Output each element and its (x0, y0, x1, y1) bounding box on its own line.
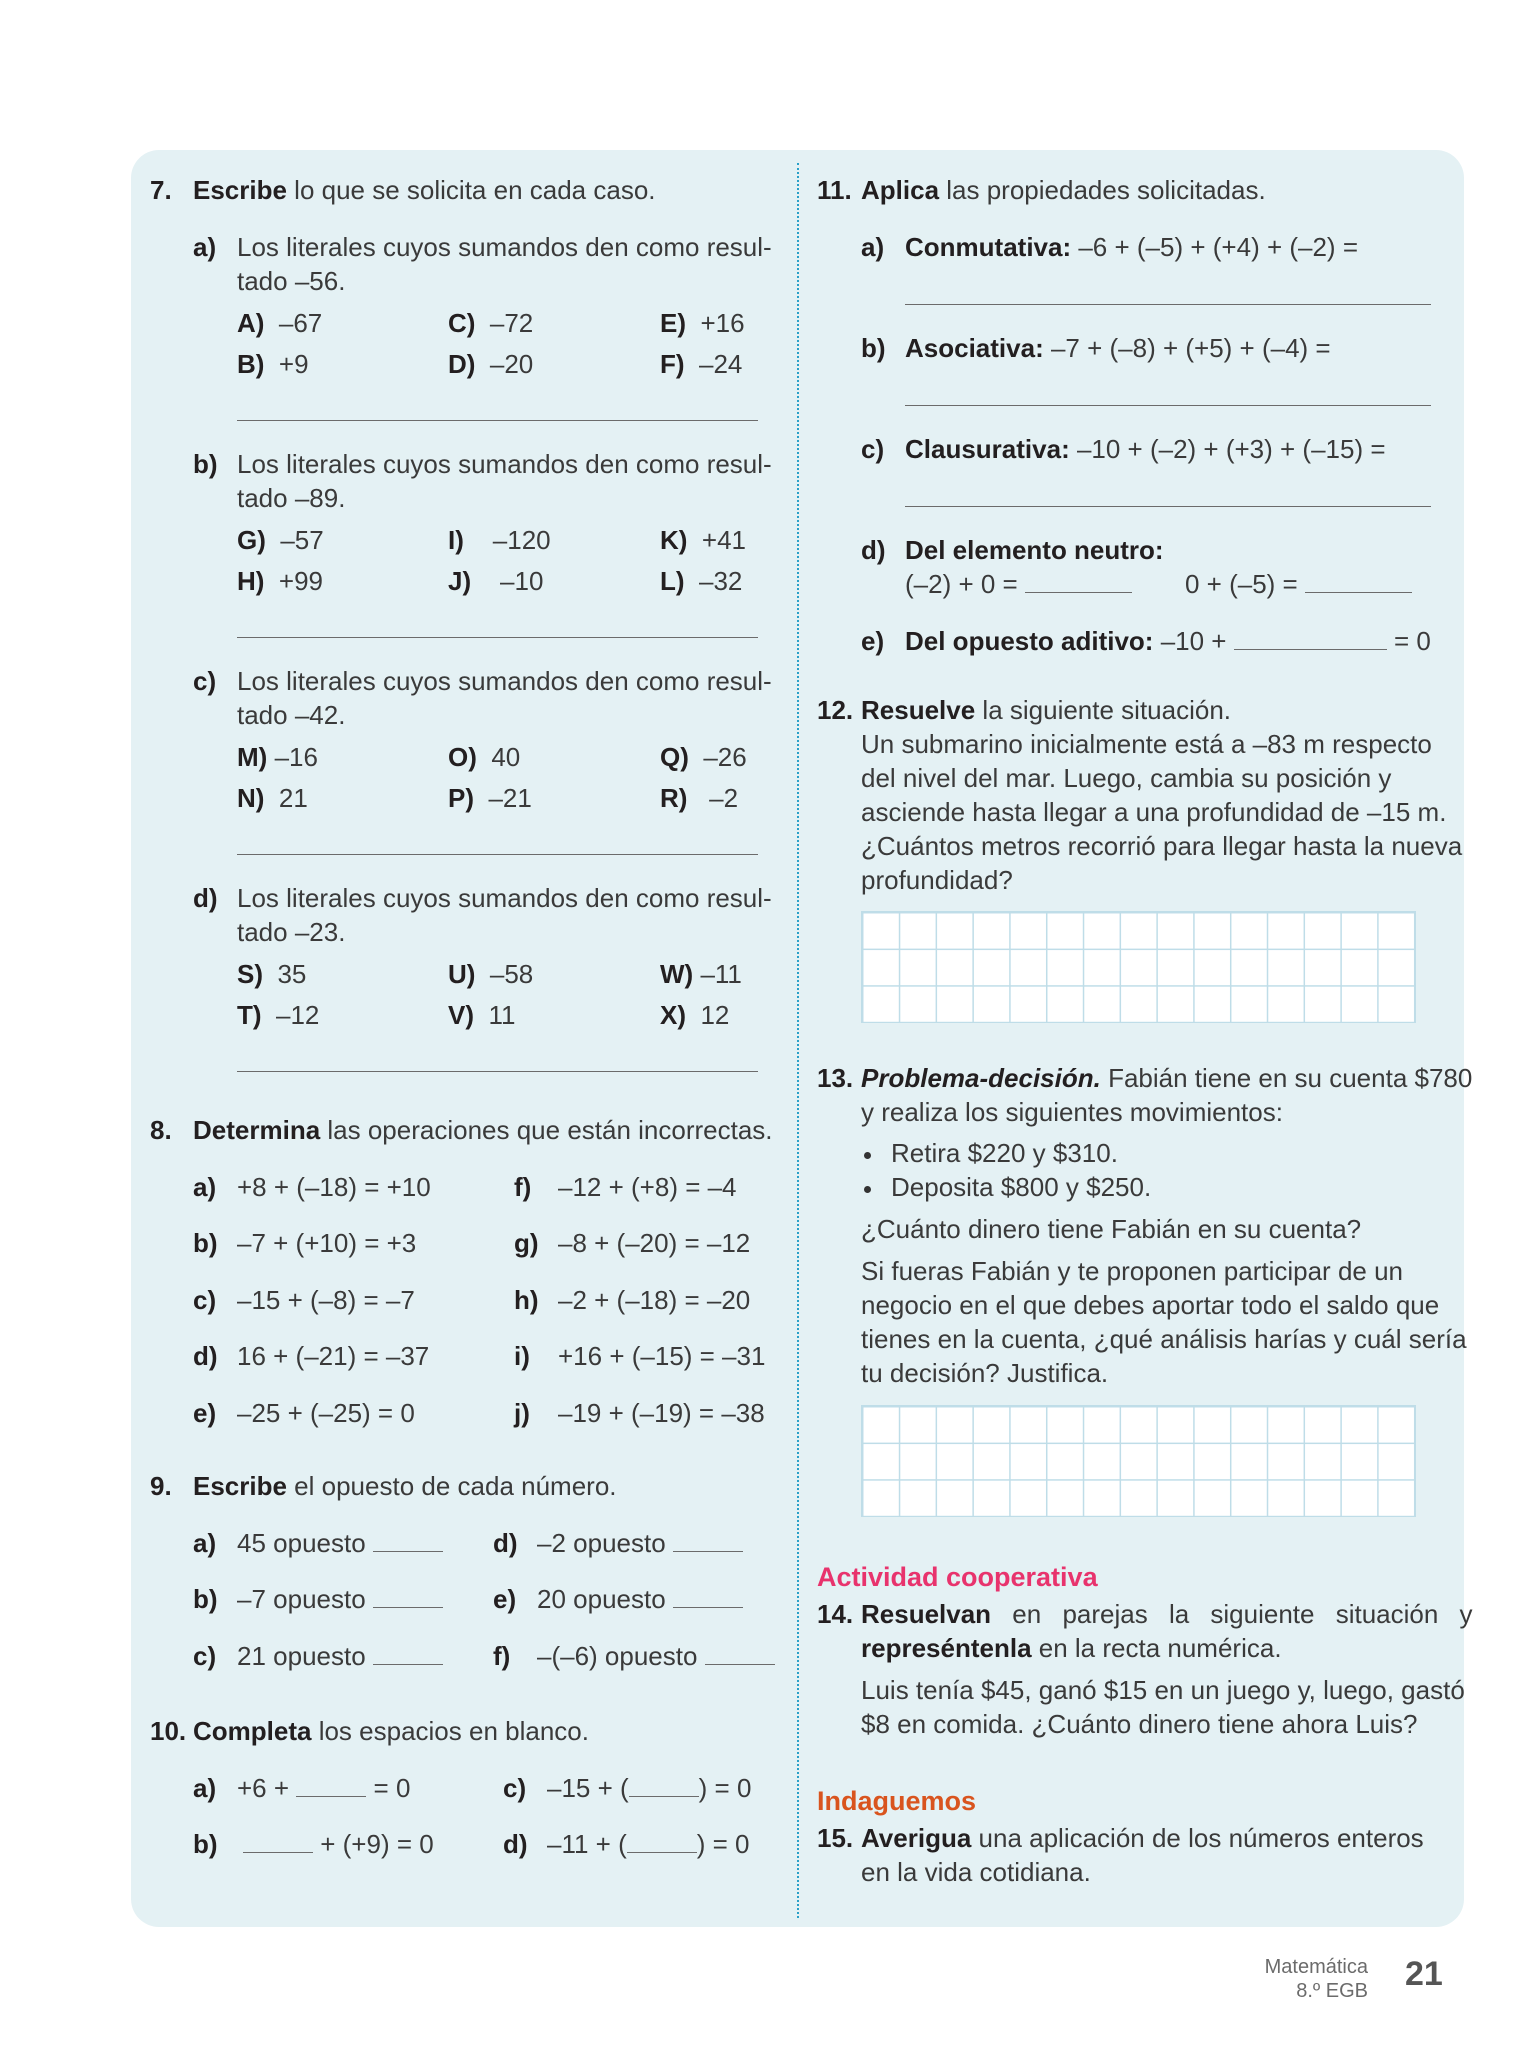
q13-bullet-1: Retira $220 y $310. (891, 1138, 1118, 1168)
q7b-opt-L: L) –32 (660, 566, 743, 596)
q9f-blank[interactable] (705, 1642, 775, 1665)
q11b-answer-line[interactable] (905, 405, 1431, 406)
q11e-blank[interactable] (1234, 627, 1387, 650)
q9c-blank[interactable] (373, 1642, 443, 1665)
q11b-text: Asociativa: –7 + (–8) + (+5) + (–4) = (905, 333, 1331, 363)
q10c-letter: c) (503, 1773, 527, 1803)
q8i-letter: i) (514, 1341, 530, 1371)
q8d-expr: 16 + (–21) = –37 (237, 1341, 430, 1371)
q11a-letter: a) (861, 232, 885, 262)
q8h-letter: h) (514, 1285, 539, 1315)
q10-prompt: Completa los espacios en blanco. (193, 1716, 589, 1746)
q9d-blank[interactable] (673, 1529, 743, 1552)
q13-number: 13. (817, 1063, 854, 1093)
q10d-letter: d) (503, 1829, 528, 1859)
q7a-opt-C: C) –72 (448, 308, 534, 338)
q11-prompt: Aplica las propiedades solicitadas. (861, 175, 1266, 205)
q10d-expr: –11 + ( ) = 0 (547, 1829, 750, 1859)
q10d-blank[interactable] (627, 1830, 697, 1853)
q13-bullet-2: Deposita $800 y $250. (891, 1172, 1152, 1202)
q15-line-2: en la vida cotidiana. (861, 1857, 1091, 1887)
q7a-answer-line[interactable] (237, 420, 758, 421)
q9e-blank[interactable] (673, 1585, 743, 1608)
q13-prompt: Problema-decisión. Fabián tiene en su cuenta $780 (861, 1063, 1473, 1093)
q7d-letter: d) (193, 883, 218, 913)
q7b-opt-H: H) +99 (237, 566, 323, 596)
q8a-letter: a) (193, 1172, 217, 1202)
q13-answer-grid[interactable] (861, 1405, 1416, 1517)
q9e-letter: e) (493, 1584, 517, 1614)
q11e-text: Del opuesto aditivo: –10 + = 0 (905, 626, 1431, 656)
q13-line-b: negocio en el que debes aportar todo el saldo que (861, 1290, 1440, 1320)
q9d-letter: d) (493, 1528, 518, 1558)
q11d-blank1[interactable] (1025, 570, 1132, 593)
q13-line-a: Si fueras Fabián y te proponen participar de un (861, 1256, 1404, 1286)
q7c-opt-P: P) –21 (448, 783, 532, 813)
q7d-line2: tado –23. (237, 917, 346, 947)
q8c-letter: c) (193, 1285, 217, 1315)
q7c-line2: tado –42. (237, 700, 346, 730)
q10b-expr: + (+9) = 0 (243, 1827, 434, 1861)
q8f-expr: –12 + (+8) = –4 (558, 1172, 737, 1202)
q9c-text: 21 opuesto (237, 1639, 443, 1673)
q11c-letter: c) (861, 434, 885, 464)
q7a-opt-B: B) +9 (237, 349, 309, 379)
q7b-opt-K: K) +41 (660, 525, 746, 555)
q8b-letter: b) (193, 1228, 218, 1258)
research-heading: Indaguemos (817, 1786, 977, 1816)
q7c-line1: Los literales cuyos sumandos den como resul- (237, 666, 772, 696)
q7d-line1: Los literales cuyos sumandos den como resul- (237, 883, 772, 913)
q7b-answer-line[interactable] (237, 637, 758, 638)
q11c-answer-line[interactable] (905, 506, 1431, 507)
q8i-expr: +16 + (–15) = –31 (558, 1341, 766, 1371)
q11a-answer-line[interactable] (905, 304, 1431, 305)
q14-prompt: Resuelvan en parejas la siguiente situación y (861, 1599, 1473, 1629)
q9a-blank[interactable] (373, 1529, 443, 1552)
q11c-text: Clausurativa: –10 + (–2) + (+3) + (–15) = (905, 434, 1386, 464)
q7b-opt-G: G) –57 (237, 525, 324, 555)
q12-line-3: asciende hasta llegar a una profundidad de –15 m. (861, 797, 1447, 827)
q11d-eq1: (–2) + 0 = (905, 567, 1132, 601)
q8j-expr: –19 + (–19) = –38 (558, 1398, 765, 1428)
q12-line-5: profundidad? (861, 865, 1013, 895)
q8g-expr: –8 + (–20) = –12 (558, 1228, 751, 1258)
q10a-letter: a) (193, 1773, 217, 1803)
q10c-expr: –15 + ( ) = 0 (547, 1773, 752, 1803)
q7a-line2: tado –56. (237, 266, 346, 296)
q9b-text: –7 opuesto (237, 1582, 443, 1616)
q10b-letter: b) (193, 1829, 218, 1859)
q7b-line2: tado –89. (237, 483, 346, 513)
q7d-answer-line[interactable] (237, 1071, 758, 1072)
q7d-opt-S: S) 35 (237, 959, 307, 989)
q9b-blank[interactable] (373, 1585, 443, 1608)
q8h-expr: –2 + (–18) = –20 (558, 1285, 751, 1315)
q9a-text: 45 opuesto (237, 1526, 443, 1560)
q13-line-c: tienes en la cuenta, ¿qué análisis harías y cuál sería (861, 1324, 1467, 1354)
q8f-letter: f) (514, 1172, 532, 1202)
q15-number: 15. (817, 1823, 854, 1853)
q10c-blank[interactable] (629, 1774, 699, 1797)
q11b-letter: b) (861, 333, 886, 363)
q15-prompt: Averigua una aplicación de los números enteros (861, 1823, 1424, 1853)
q8d-letter: d) (193, 1341, 218, 1371)
q11-number: 11. (817, 175, 852, 205)
q12-line-2: del nivel del mar. Luego, cambia su posición y (861, 763, 1392, 793)
q9b-letter: b) (193, 1584, 218, 1614)
q12-line-4: ¿Cuántos metros recorrió para llegar hasta la nueva (861, 831, 1463, 861)
q13-line-2: y realiza los siguientes movimientos: (861, 1097, 1283, 1127)
q12-line-1: Un submarino inicialmente está a –83 m respecto (861, 729, 1432, 759)
q11d-letter: d) (861, 535, 886, 565)
q7d-opt-W: W) –11 (660, 959, 742, 989)
q7a-opt-A: A) –67 (237, 308, 323, 338)
q13-question: ¿Cuánto dinero tiene Fabián en su cuenta? (861, 1214, 1362, 1244)
q8j-letter: j) (514, 1398, 530, 1428)
q13-line-d: tu decisión? Justifica. (861, 1358, 1109, 1388)
q10a-expr: +6 + = 0 (237, 1773, 411, 1803)
q8-prompt: Determina las operaciones que están incorrectas. (193, 1115, 773, 1145)
q9-number: 9. (150, 1471, 172, 1501)
q7-prompt: Escribe lo que se solicita en cada caso. (193, 175, 656, 205)
q7a-letter: a) (193, 232, 217, 262)
q7d-opt-V: V) 11 (448, 1000, 516, 1030)
q12-prompt: Resuelve la siguiente situación. (861, 695, 1232, 725)
q7c-opt-M: M) –16 (237, 742, 318, 772)
q10b-blank[interactable] (243, 1830, 313, 1853)
q11d-eq2: 0 + (–5) = (1185, 567, 1412, 601)
q7d-opt-U: U) –58 (448, 959, 534, 989)
q7b-opt-I: I) –120 (448, 525, 551, 555)
q8a-expr: +8 + (–18) = +10 (237, 1172, 431, 1202)
q10a-blank[interactable] (296, 1774, 366, 1797)
q7a-opt-F: F) –24 (660, 349, 743, 379)
q8e-expr: –25 + (–25) = 0 (237, 1398, 415, 1428)
q9c-letter: c) (193, 1641, 217, 1671)
q7b-letter: b) (193, 449, 218, 479)
q14-line-3: Luis tenía $45, ganó $15 en un juego y, luego, gastó (861, 1675, 1465, 1705)
q10-number: 10. (150, 1716, 187, 1746)
q8-number: 8. (150, 1115, 172, 1145)
q11d-title: Del elemento neutro: (905, 535, 1164, 565)
q7-number: 7. (150, 175, 172, 205)
q9e-text: 20 opuesto (537, 1582, 743, 1616)
q8b-expr: –7 + (+10) = +3 (237, 1228, 417, 1258)
q7a-opt-D: D) –20 (448, 349, 534, 379)
q9f-letter: f) (493, 1641, 511, 1671)
q14-number: 14. (817, 1599, 854, 1629)
q7a-opt-E: E) +16 (660, 308, 745, 338)
q12-answer-grid[interactable] (861, 911, 1416, 1023)
q7b-opt-J: J) –10 (448, 566, 544, 596)
q8g-letter: g) (514, 1228, 539, 1258)
q7c-opt-N: N) 21 (237, 783, 308, 813)
bullet-dot (864, 1152, 871, 1159)
q11e-letter: e) (861, 626, 885, 656)
q8e-letter: e) (193, 1398, 217, 1428)
q7a-line1: Los literales cuyos sumandos den como resul- (237, 232, 772, 262)
q7c-letter: c) (193, 666, 217, 696)
q7c-opt-O: O) 40 (448, 742, 521, 772)
q7d-opt-T: T) –12 (237, 1000, 320, 1030)
bullet-dot (864, 1186, 871, 1193)
column-divider (797, 163, 799, 1918)
q9-prompt: Escribe el opuesto de cada número. (193, 1471, 617, 1501)
q7c-opt-R: R) –2 (660, 783, 739, 813)
q9d-text: –2 opuesto (537, 1526, 743, 1560)
q9f-text: –(–6) opuesto (537, 1639, 775, 1673)
q14-line-4: $8 en comida. ¿Cuánto dinero tiene ahora Luis? (861, 1709, 1418, 1739)
q9a-letter: a) (193, 1528, 217, 1558)
q7c-answer-line[interactable] (237, 854, 758, 855)
cooperative-heading: Actividad cooperativa (817, 1562, 1098, 1592)
page-number: 21 (1405, 1955, 1443, 1993)
q14-prompt-2: represéntenla en la recta numérica. (861, 1633, 1282, 1663)
q7c-opt-Q: Q) –26 (660, 742, 747, 772)
footer-grade: 8.º EGB (1296, 1980, 1368, 2002)
q12-number: 12. (817, 695, 854, 725)
q11d-blank2[interactable] (1305, 570, 1412, 593)
footer-subject: Matemática (1264, 1956, 1368, 1978)
q7d-opt-X: X) 12 (660, 1000, 730, 1030)
q8c-expr: –15 + (–8) = –7 (237, 1285, 415, 1315)
q11a-text: Conmutativa: –6 + (–5) + (+4) + (–2) = (905, 232, 1359, 262)
q7b-line1: Los literales cuyos sumandos den como resul- (237, 449, 772, 479)
